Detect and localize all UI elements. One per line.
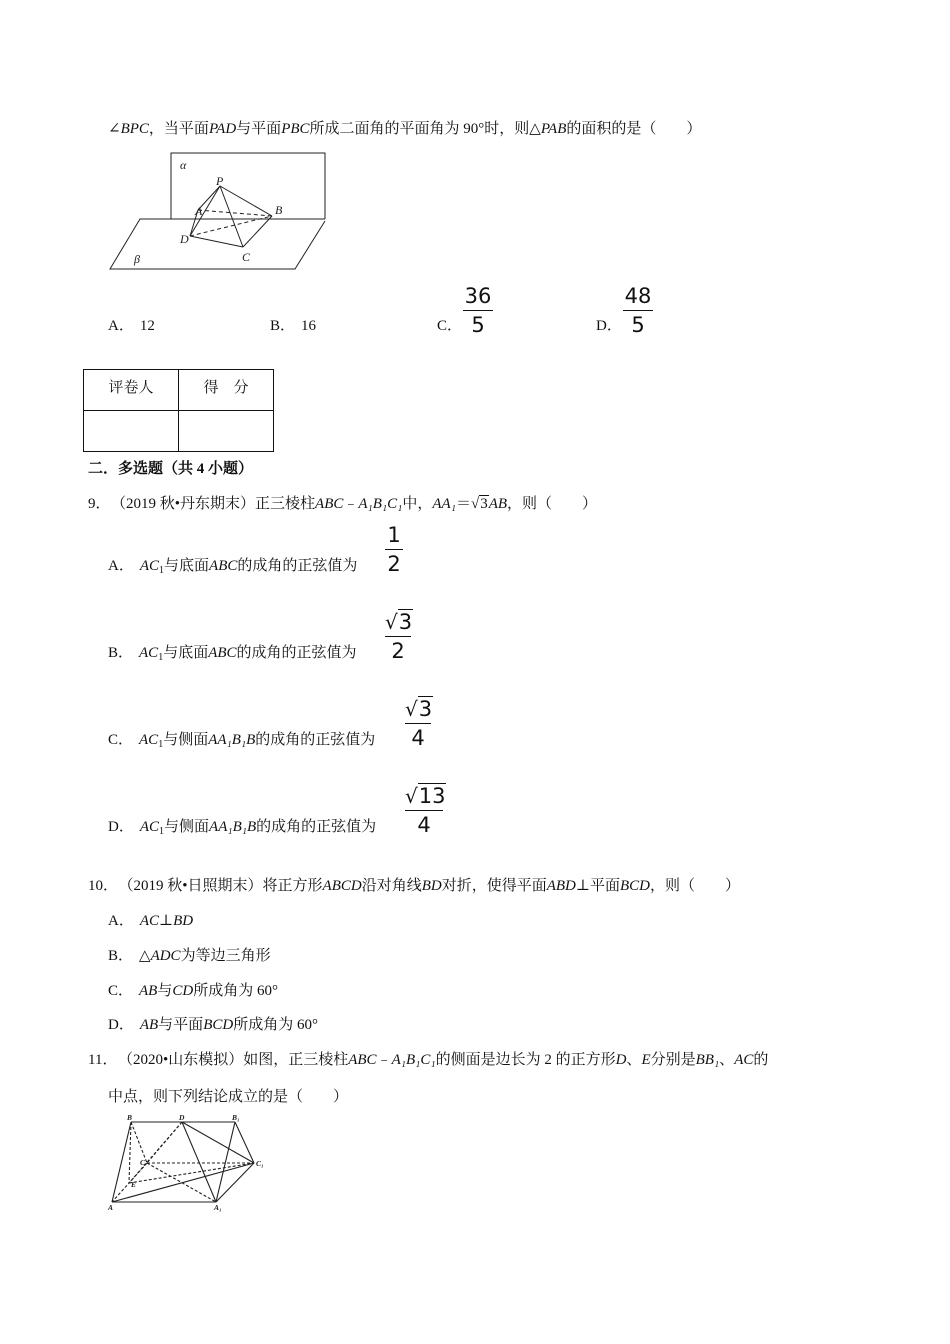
- q11-figure: [104, 1113, 274, 1215]
- q10-option-d[interactable]: D． AB与平面BCD所成角为 60°: [108, 1017, 318, 1033]
- q11-stem: 11． （2020•山东模拟）如图，正三棱柱ABC﹣A₁B₁C₁的侧面是边长为 2 的正方形D、E分别是BB₁、AC的: [88, 1052, 769, 1068]
- label-c: C: [140, 1158, 146, 1167]
- q9-option-a[interactable]: A． $AC_1$与底面ABC的成角的正弦值为: [108, 558, 358, 576]
- label-p: P: [216, 174, 224, 188]
- q8-option-a[interactable]: A． 12: [108, 318, 155, 334]
- q9-option-b[interactable]: B． $AC_1$与底面ABC的成角的正弦值为: [108, 645, 357, 663]
- q9-option-a-fraction: 1 2: [385, 522, 403, 577]
- label-d: D: [180, 232, 189, 246]
- q8-option-c-label[interactable]: C．: [437, 318, 463, 334]
- q9-option-c-fraction: √3 4: [405, 697, 433, 750]
- q9-option-d[interactable]: D． $AC_1$与侧面AA₁B₁B的成角的正弦值为: [108, 819, 377, 837]
- label-d: D: [179, 1113, 185, 1122]
- q10-option-c[interactable]: C． AB与CD所成角为 60°: [108, 983, 278, 999]
- label-a1: A₁: [214, 1203, 222, 1212]
- q9-stem: 9． （2019 秋•丹东期末）正三棱柱ABC﹣A₁B₁C₁中，AA₁＝√3AB，则（ ）: [88, 496, 598, 512]
- label-c1: C₁: [256, 1159, 264, 1168]
- q8-figure: [100, 148, 340, 273]
- score-cell[interactable]: [179, 411, 274, 452]
- score-table: [83, 369, 274, 452]
- label-b1: B₁: [232, 1113, 240, 1122]
- q8-option-d-label[interactable]: D．: [596, 318, 622, 334]
- reviewer-cell[interactable]: [84, 411, 179, 452]
- label-a: A: [108, 1203, 114, 1212]
- q10-option-b[interactable]: B． △ADC为等边三角形: [108, 948, 271, 964]
- label-alpha: α: [180, 158, 187, 172]
- score-header: 得 分: [179, 370, 274, 411]
- q8-option-d-fraction: 48 5: [624, 284, 652, 337]
- q8-option-b[interactable]: B． 16: [270, 318, 317, 334]
- q8-stem: ∠BPC，当平面PAD与平面PBC所成二面角的平面角为 90°时，则△PAB的面积的是（ ）: [108, 121, 702, 137]
- q10-stem: 10． （2019 秋•日照期末）将正方形ABCD沿对角线BD对折，使得平面ABD⊥平面BCD，则（ ）: [88, 878, 741, 894]
- q9-option-c[interactable]: C． $AC_1$与侧面AA₁B₁B的成角的正弦值为: [108, 732, 376, 750]
- q9-option-d-fraction: √13 4: [405, 784, 446, 837]
- label-b: B: [275, 203, 283, 217]
- reviewer-header: 评卷人: [84, 370, 179, 411]
- q9-option-b-fraction: √3 2: [385, 610, 413, 663]
- label-a: A: [195, 204, 203, 218]
- label-beta: β: [134, 252, 140, 266]
- section-title: 二．多选题（共 4 小题）: [88, 461, 254, 477]
- q8-option-c-fraction: 36 5: [464, 284, 492, 337]
- label-b: B: [127, 1113, 133, 1122]
- q11-stem-line2: 中点，则下列结论成立的是（ ）: [108, 1089, 349, 1105]
- label-c: C: [242, 250, 251, 264]
- q10-option-a[interactable]: A． AC⊥BD: [108, 913, 194, 929]
- label-e: E: [131, 1180, 137, 1189]
